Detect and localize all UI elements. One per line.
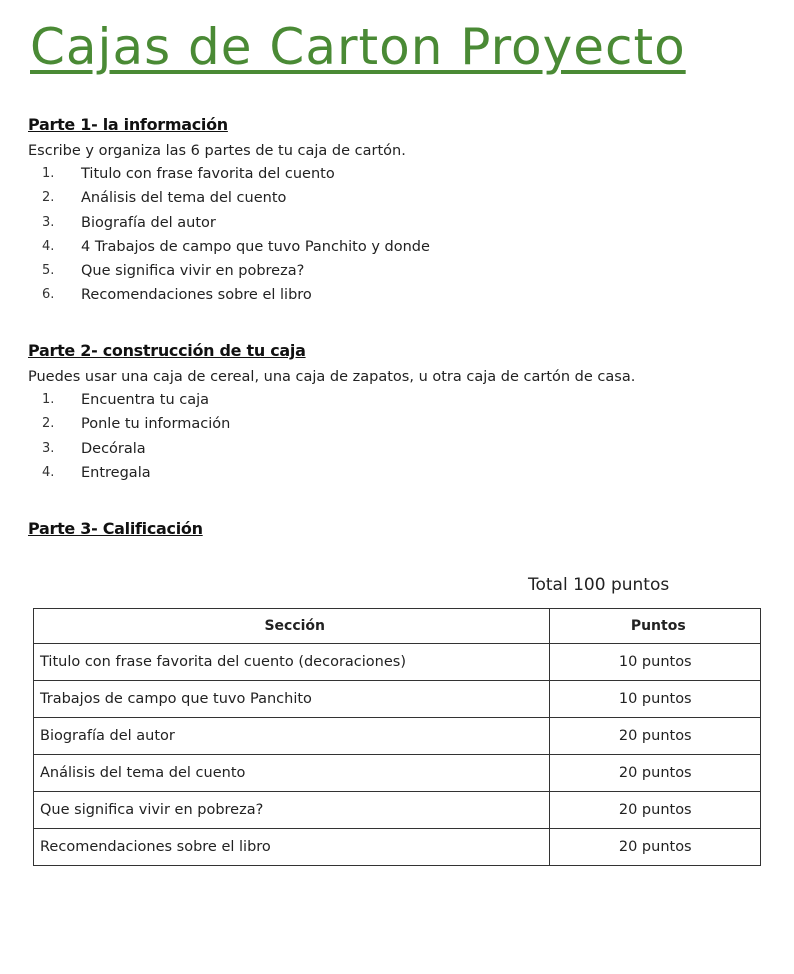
table-row: [34, 681, 761, 718]
page-title: Cajas de Carton Proyecto: [30, 18, 686, 76]
total-points: Total 100 puntos: [528, 575, 670, 595]
part2-heading: Parte 2- construcción de tu caja: [28, 341, 306, 360]
points-cell: 10 puntos: [550, 644, 761, 681]
column-header-section: Sección: [34, 609, 550, 644]
table-header-row: [34, 609, 761, 644]
part2-intro: Puedes usar una caja de cereal, una caja de zapatos, u otra caja de cartón de casa.: [28, 369, 636, 385]
section-cell: Recomendaciones sobre el libro: [34, 829, 550, 866]
column-header-points: Puntos: [550, 609, 761, 644]
table-row: [34, 718, 761, 755]
section-cell: Que significa vivir en pobreza?: [34, 792, 550, 829]
section-cell: Biografía del autor: [34, 718, 550, 755]
table-row: [34, 792, 761, 829]
part1-heading: Parte 1- la información: [28, 115, 228, 134]
section-cell: Trabajos de campo que tuvo Panchito: [34, 681, 550, 718]
table-row: [34, 644, 761, 681]
points-cell: 10 puntos: [550, 681, 761, 718]
table-row: [34, 829, 761, 866]
part1-intro: Escribe y organiza las 6 partes de tu caja de cartón.: [28, 143, 406, 159]
points-cell: 20 puntos: [550, 718, 761, 755]
points-cell: 20 puntos: [550, 792, 761, 829]
section-cell: Titulo con frase favorita del cuento (decoraciones): [34, 644, 550, 681]
part3-heading: Parte 3- Calificación: [28, 519, 203, 538]
points-cell: 20 puntos: [550, 755, 761, 792]
points-cell: 20 puntos: [550, 829, 761, 866]
section-cell: Análisis del tema del cuento: [34, 755, 550, 792]
table-row: [34, 755, 761, 792]
grading-table: [33, 608, 761, 866]
